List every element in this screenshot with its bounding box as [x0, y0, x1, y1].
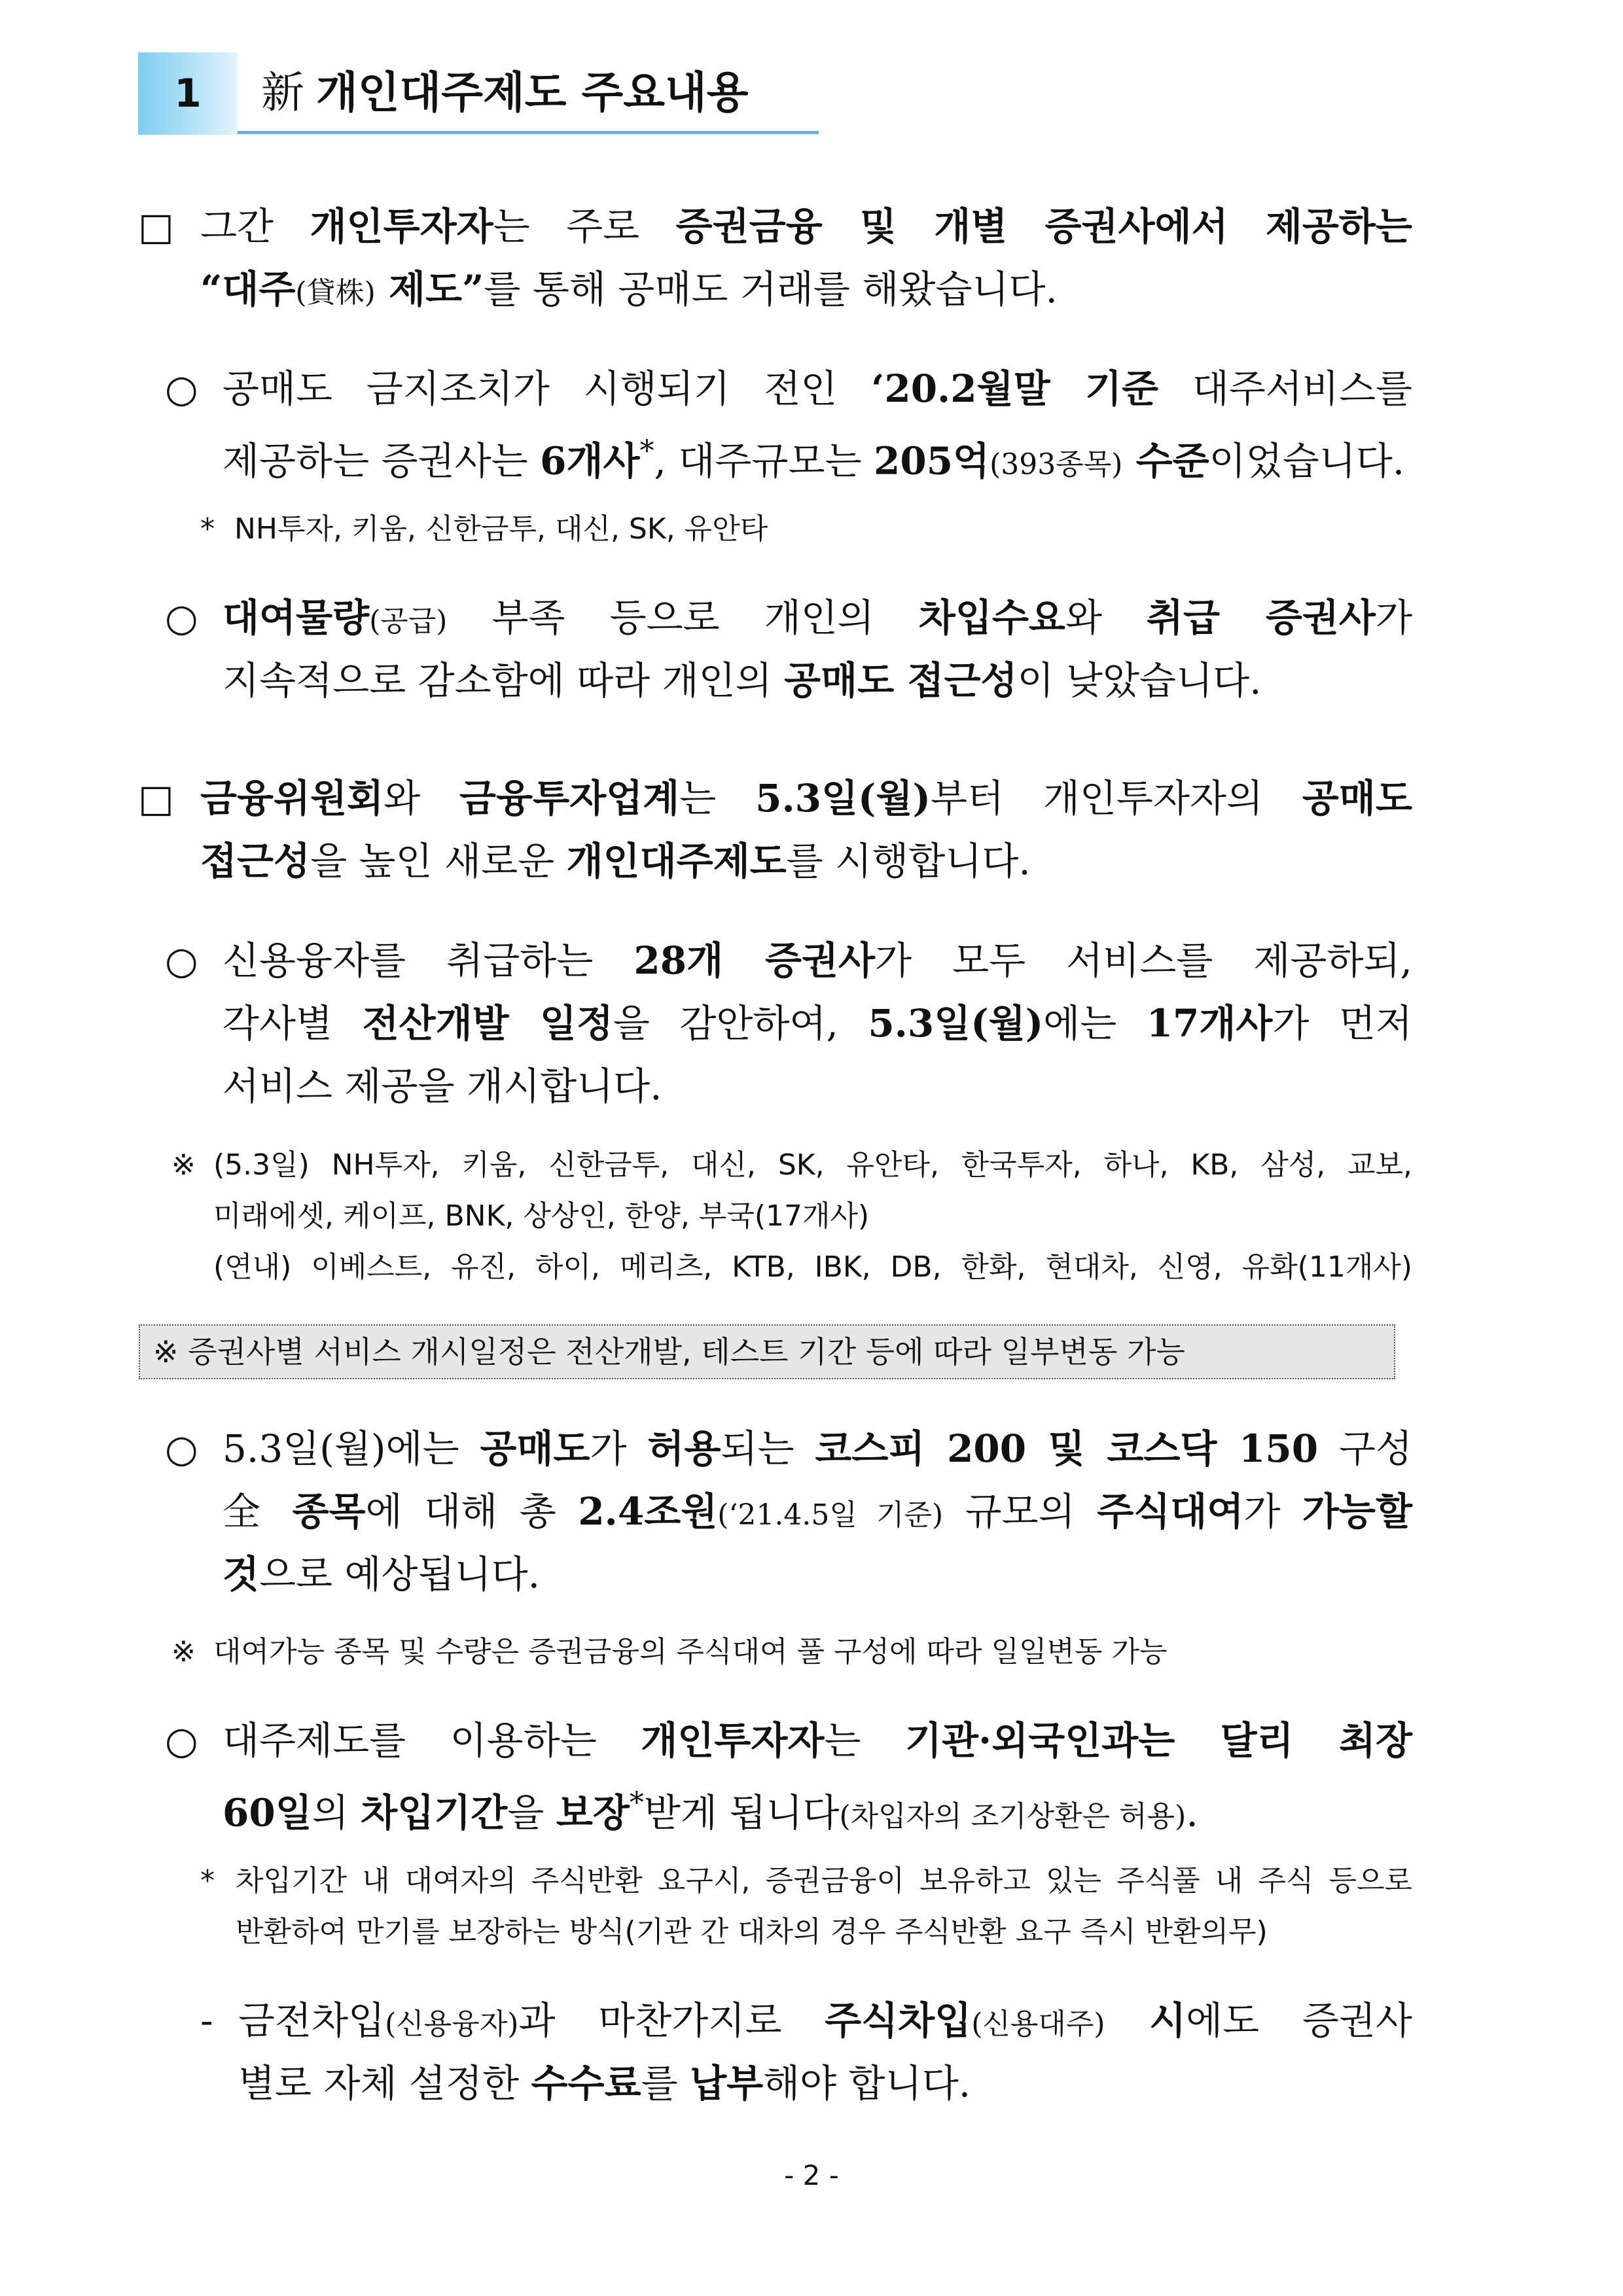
- note-brokers-may-2: 미래에셋, 케이프, BNK, 상상인, 한양, 부국(17개사): [213, 1199, 870, 1233]
- page-number: - 2 -: [784, 2159, 839, 2191]
- circle-bullet: ○: [165, 1426, 198, 1471]
- square-bullet: □: [138, 204, 174, 249]
- paragraph-1a-line-2: 제공하는 증권사는 6개사*, 대주규모는 205억(393종목) 수준이었습니다.: [223, 434, 1405, 484]
- circle-bullet: ○: [165, 366, 198, 411]
- paragraph-1-line-2: “대주(貸株) 제도”를 통해 공매도 거래를 해왔습니다.: [200, 267, 1058, 311]
- footnote-borrow-line-2: 반환하여 만기를 보장하는 방식(기관 간 대차의 경우 주식반환 요구 즉시 반환의무): [236, 1915, 1268, 1949]
- circle-bullet: ○: [165, 938, 198, 983]
- title-underline: [238, 131, 819, 134]
- square-bullet: □: [138, 776, 174, 821]
- paragraph-2-line-1: 금융위원회와 금융투자업계는 5.3일(월)부터 개인투자자의 공매도: [200, 776, 1412, 821]
- asterisk-marker: *: [200, 512, 215, 546]
- note-lending-variation: 대여가능 종목 및 수량은 증권금융의 주식대여 풀 구성에 따라 일일변동 가능: [213, 1635, 1168, 1669]
- paragraph-1b-line-1: 대여물량(공급) 부족 등으로 개인의 차입수요와 취급 증권사가: [223, 595, 1412, 640]
- reference-marker: ※: [171, 1635, 196, 1669]
- paragraph-2-line-2: 접근성을 높인 새로운 개인대주제도를 시행합니다.: [200, 839, 1031, 883]
- circle-bullet: ○: [165, 595, 198, 640]
- section-number: 1: [138, 52, 238, 135]
- paragraph-2b-line-1: 5.3일(월)에는 공매도가 허용되는 코스피 200 및 코스닥 150 구성: [223, 1426, 1413, 1471]
- paragraph-2c-line-2: 60일의 차입기간을 보장*받게 됩니다(차입자의 조기상환은 허용).: [223, 1786, 1198, 1835]
- note-brokers-may: (5.3일) NH투자, 키움, 신한금투, 대신, SK, 유안타, 한국투자, 하나, KB, 삼성, 교보,: [213, 1148, 1413, 1182]
- section-title: [261, 62, 749, 124]
- paragraph-2b-line-2: 全 종목에 대해 총 2.4조원(‘21.4.5일 기준) 규모의 주식대여가 가능할: [223, 1489, 1412, 1534]
- note-brokers-later: (연내) 이베스트, 유진, 하이, 메리츠, KTB, IBK, DB, 한화, 현대차, 신영, 유화(11개사): [213, 1250, 1412, 1284]
- paragraph-2a-line-3: 서비스 제공을 개시합니다.: [223, 1064, 662, 1108]
- paragraph-2d-line-1: 금전차입(신용융자)과 마찬가지로 주식차입(신용대주) 시에도 증권사: [238, 1998, 1412, 2043]
- reference-marker: ※: [171, 1148, 196, 1182]
- footnote-borrow-line-1: 차입기간 내 대여자의 주식반환 요구시, 증권금융이 보유하고 있는 주식풀 내 주식 등으로: [236, 1864, 1412, 1898]
- circle-bullet: ○: [165, 1718, 198, 1763]
- paragraph-1-line-1: 그간 개인투자자는 주로 증권금융 및 개별 증권사에서 제공하는: [200, 204, 1412, 249]
- asterisk-marker: *: [200, 1864, 215, 1898]
- boxed-schedule-note: ※ 증권사별 서비스 개시일정은 전산개발, 테스트 기간 등에 따라 일부변동 가능: [139, 1324, 1395, 1379]
- paragraph-2a-line-1: 신용융자를 취급하는 28개 증권사가 모두 서비스를 제공하되,: [223, 938, 1412, 983]
- paragraph-2a-line-2: 각사별 전산개발 일정을 감안하여, 5.3일(월)에는 17개사가 먼저: [223, 1001, 1412, 1046]
- title-main: 개인대주제도 주요내용: [316, 67, 749, 118]
- paragraph-2c-line-1: 대주제도를 이용하는 개인투자자는 기관·외국인과는 달리 최장: [223, 1718, 1412, 1763]
- footnote-brokers: NH투자, 키움, 신한금투, 대신, SK, 유안타: [234, 512, 768, 546]
- paragraph-1b-line-2: 지속적으로 감소함에 따라 개인의 공매도 접근성이 낮았습니다.: [223, 658, 1262, 703]
- section-header: [138, 52, 819, 135]
- paragraph-1a-line-1: 공매도 금지조치가 시행되기 전인 ‘20.2월말 기준 대주서비스를: [223, 366, 1413, 411]
- title-hanja: 新: [261, 67, 304, 118]
- paragraph-2b-line-3: 것으로 예상됩니다.: [223, 1552, 541, 1597]
- paragraph-2d-line-2: 별로 자체 설정한 수수료를 납부해야 합니다.: [238, 2061, 971, 2106]
- dash-bullet: -: [200, 1998, 213, 2043]
